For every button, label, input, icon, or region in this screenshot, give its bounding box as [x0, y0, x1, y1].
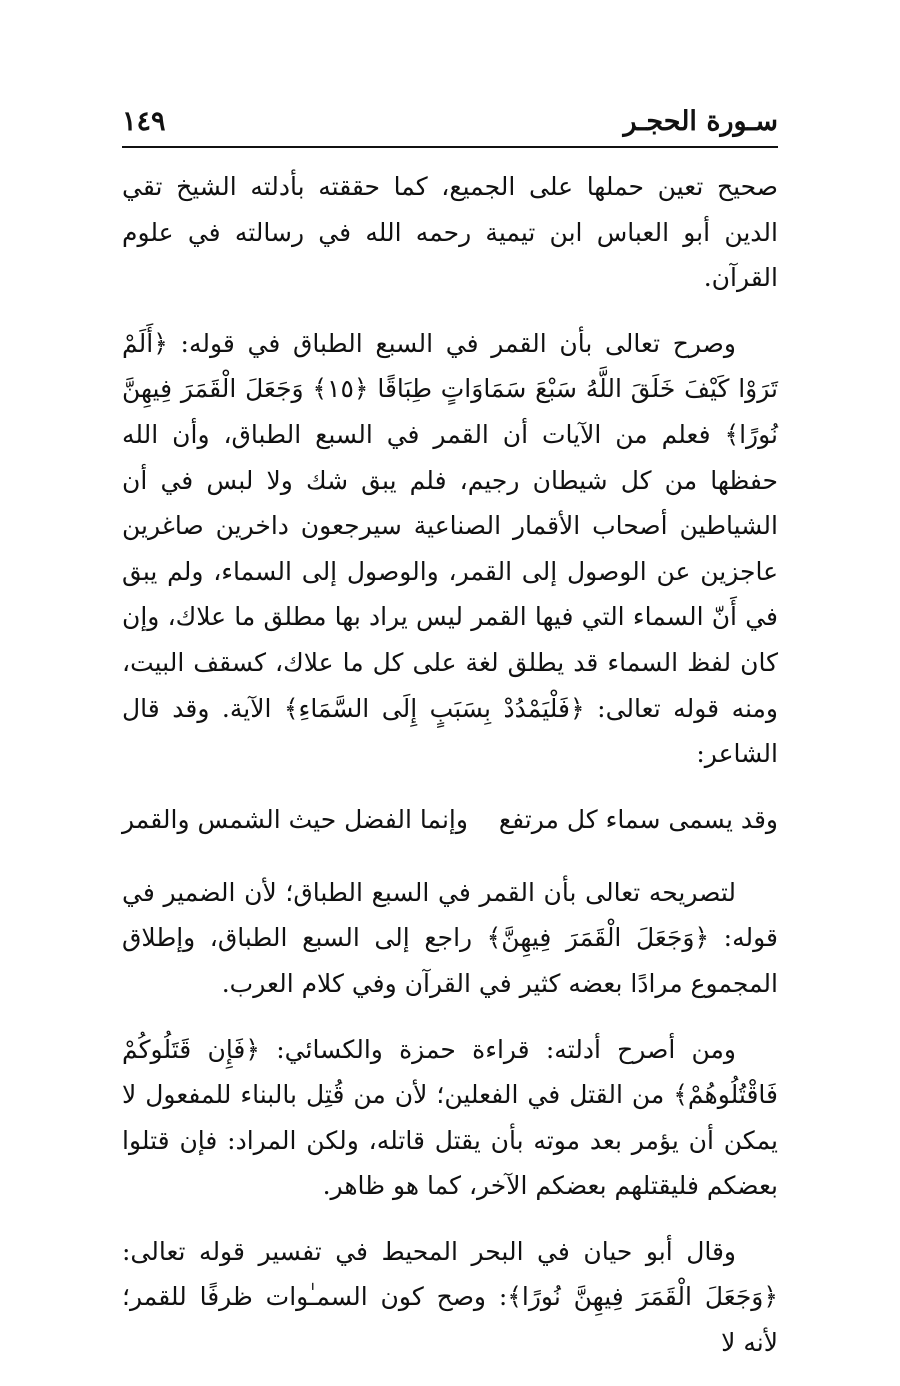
surah-title: سـورة الحجـر [623, 106, 778, 137]
poem-second-hemistich: وإنما الفضل حيث الشمس والقمر [122, 804, 468, 834]
paragraph-3: لتصريحه تعالى بأن القمر في السبع الطباق؛ لأن الضمير في قوله: ﴿وَجَعَلَ الْقَمَرَ فِيهِنَّ﴾ راجع إلى السبع الطباق، وإطلاق المجموع مرادًا بعضه كثير في القرآن وفي كلام العرب. [122, 877, 778, 998]
paragraph-2: وصرح تعالى بأن القمر في السبع الطباق في قوله: ﴿أَلَمْ تَرَوْا كَيْفَ خَلَقَ اللَّهُ سَبْعَ سَمَاوَاتٍ طِبَاقًا ﴿١٥﴾ وَجَعَلَ الْقَمَرَ فِيهِنَّ نُورًا﴾ فعلم من الآيات أن القمر في السبع الطباق، وأن الله حفظها من كل شيطان رجيم، فلم يبق شك ولا لبس في أن الشياطين أصحاب الأقمار الصناعية سيرجعون داخرين صاغرين عاجزين عن الوصول إلى القمر، والوصول إلى السماء، ولم يبق في أَنّ السماء التي فيها القمر ليس يراد بها مطلق ما علاك، وإن كان لفظ السماء قد يطلق لغة على كل ما علاك، كسقف البيت، ومنه قوله تعالى: ﴿فَلْيَمْدُدْ بِسَبَبٍ إِلَى السَّمَاءِ﴾ الآية. وقد قال الشاعر: [122, 328, 778, 769]
page-number: ١٤٩ [122, 106, 166, 137]
page-header [122, 100, 778, 148]
paragraph-4: ومن أصرح أدلته: قراءة حمزة والكسائي: ﴿فَإِن قَتَلُوكُمْ فَاقْتُلُوهُمْ﴾ من القتل في الفعلين؛ لأن من قُتِل بالبناء للمفعول لا يمكن أن يؤمر بعد موته بأن يقتل قاتله، ولكن المراد: فإن قتلوا بعضكم فليقتلهم بعضكم الآخر، كما هو ظاهر. [122, 1034, 778, 1201]
poem-verse [122, 797, 778, 842]
poem-first-hemistich: وقد يسمى سماء كل مرتفع [498, 804, 778, 834]
paragraph-5: وقال أبو حيان في البحر المحيط في تفسير قوله تعالى: ﴿وَجَعَلَ الْقَمَرَ فِيهِنَّ نُورًا﴾: وصح كون السمـٰوات ظرفًا للقمر؛ لأنه لا [122, 1236, 778, 1358]
page-body [122, 164, 778, 1386]
paragraph-1: صحيح تعين حملها على الجميع، كما حققته بأدلته الشيخ تقي الدين أبو العباس ابن تيمية رحمه الله في رسالته في علوم القرآن. [122, 172, 778, 293]
